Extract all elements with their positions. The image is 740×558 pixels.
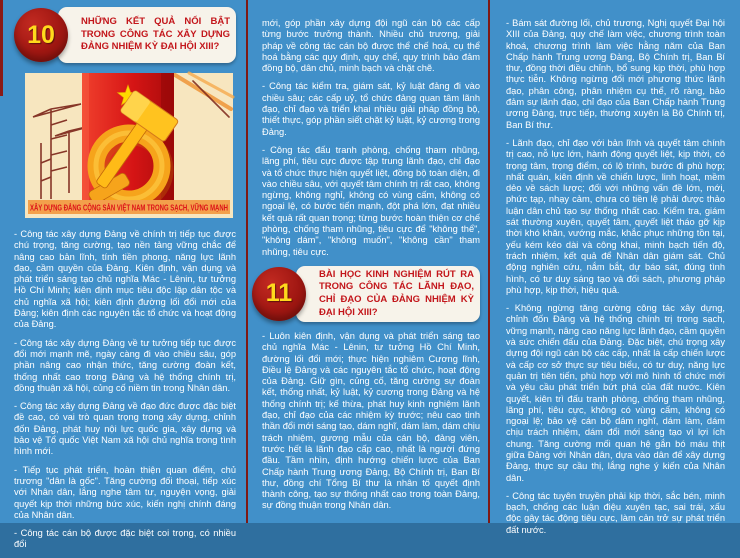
section10-paragraph-3: - Công tác xây dựng Đảng về đạo đức được đặc biệt đề cao, có vai trò quan trọng trong xây dựng, chỉnh đốn Đảng, phát huy nội lực quốc gia, xây dựng và bảo vệ Tổ quốc Việt Nam xã hội chủ nghĩa trong tình hình mới. xyxy=(14,401,236,457)
section10-paragraph-4: - Tiếp tục phát triển, hoàn thiện quan điểm, chủ trương "dân là gốc". Tăng cường đối thoại, tiếp xúc với Nhân dân, lắng nghe tâm tư, nguyện vọng, giải quyết kịp thời những bức xúc, kiến nghị chính đáng của Nhân dân. xyxy=(14,464,236,520)
section10-paragraph-7: - Công tác đấu tranh phòng, chống tham nhũng, lãng phí, tiêu cực được tập trung lãnh đạo, chỉ đạo và tổ chức thực hiện quyết liệt, đồng bộ toàn diện, đi vào chiều sâu, với quyết tâm chính trị rất cao, không ngừng, không nghỉ, không có vùng cấm, không có ngoại lệ, có bước tiến mạnh, đột phá lớn, đạt nhiều kết quả rất quan trọng; từng bước hoàn thiện cơ chế phòng, chống tham nhũng, tiêu cực để "không thể", "không dám", "không muốn", "không cần" tham nhũng, tiêu cực. xyxy=(262,144,480,257)
question-10-number: 10 xyxy=(27,20,55,49)
question-10-title-box xyxy=(58,7,236,63)
poster-caption-band xyxy=(28,200,230,214)
section10-paragraph-5-continued: mới, góp phần xây dựng đội ngũ cán bộ các cấp từng bước trưởng thành. Nhiều chủ trương, giải pháp về công tác cán bộ được thể chế hoá, cụ thể hoá bằng các quy định, quy chế, quy trình bảo đảm đồng bộ, dân chủ, minh bạch và chặt chẽ. xyxy=(262,18,480,74)
section11-paragraph-4: - Không ngừng tăng cường công tác xây dựng, chỉnh đốn Đảng và hệ thống chính trị trong sạch, vững mạnh, nâng cao năng lực lãnh đạo, cầm quyền và sức chiến đấu của Đảng. Đặc biệt, chú trọng xây dựng đội ngũ cán bộ các cấp, nhất là cấp chiến lược và cấp cơ sở thực sự tiêu biểu, có tư duy, năng lực quản trị tiên tiến, phù hợp với mô hình tổ chức mới và yêu cầu phát triển bứt phá của đất nước. Kiên quyết, kiên trì đấu tranh phòng, chống tham nhũng, lãng phí, tiêu cực, không có vùng cấm, không có ngoại lệ; bảo vệ cán bộ dám nghĩ, dám làm, dám chịu trách nhiệm, dám đổi mới sáng tạo vì lợi ích chung. Tăng cường mối quan hệ gắn bó máu thịt giữa Đảng với Nhân dân, dựa vào dân để xây dựng Đảng, thực sự cầu thị, lắng nghe ý kiến của Nhân dân. xyxy=(506,303,725,483)
section10-paragraph-1: - Công tác xây dựng Đảng về chính trị tiếp tục được chú trọng, tăng cường, tạo nền tảng vững chắc để nâng cao bản lĩnh, tính tiền phong, năng lực lãnh đạo, cầm quyền của Đảng. Kiên định, vận dụng và phát triển sáng tạo chủ nghĩa Mác - Lênin, tư tưởng Hồ Chí Minh; kiên định mục tiêu độc lập dân tộc và chủ nghĩa xã hội; kiên định đường lối đổi mới của Đảng; kiên định các nguyên tắc tổ chức và hoạt động của Đảng. xyxy=(14,229,236,330)
section10-paragraph-6: - Công tác kiểm tra, giám sát, kỷ luật đảng đi vào chiều sâu; các cấp uỷ, tổ chức đảng quan tâm lãnh đạo, chỉ đạo và triển khai nhiều giải pháp đồng bộ, thiết thực, góp phần siết chặt kỷ luật, kỷ cương trong Đảng. xyxy=(262,81,480,137)
question-10-header xyxy=(14,6,236,64)
question-10-badge xyxy=(14,8,68,62)
question-11-title: BÀI HỌC KINH NGHIỆM RÚT RA TRONG CÔNG TÁC LÃNH ĐẠO, CHỈ ĐẠO CỦA ĐẢNG NHIỆM KỲ ĐẠI HỘI XIII? xyxy=(319,268,474,318)
party-building-poster-image xyxy=(25,73,233,218)
section11-paragraph-3: - Lãnh đạo, chỉ đạo với bản lĩnh và quyết tâm chính trị cao, nỗ lực lớn, hành động quyết liệt, kịp thời, có trọng tâm, trọng điểm, có lộ trình, bước đi phù hợp; nhất quán, kiên định về chiến lược, linh hoạt, mềm dẻo về sách lược; đối với những vấn đề lớn, mới, phức tạp, nhạy cảm, chưa có tiền lệ phải được thảo luận dân chủ tạo sự thống nhất cao. Kiểm tra, giám sát thường xuyên, quyết tâm, quyết liệt tháo gỡ kịp thời khó khăn, vướng mắc, khắc phục những tồn tại, yếu kém kéo dài và công khai, minh bạch tiến độ, trách nhiệm, kết quả để Nhân dân giám sát. Chủ động nghiên cứu, nắm bắt, dự báo sát, đúng tình hình, có tư duy sáng tạo và đối sách, phương pháp phù hợp, kịp thời, hiệu quả. xyxy=(506,137,725,295)
question-11-header xyxy=(252,265,480,323)
column-divider-2 xyxy=(488,0,490,523)
section11-paragraph-1: - Luôn kiên định, vận dụng và phát triển sáng tạo chủ nghĩa Mác - Lênin, tư tưởng Hồ Chí Minh, đường lối đổi mới; thực hiện nghiêm Cương lĩnh, Điều lệ Đảng và các nguyên tắc tổ chức, hoạt động của Đảng. Giữ gìn, củng cố, tăng cường sự đoàn kết, thống nhất, kỷ luật, kỷ cương trong Đảng và hệ thống chính trị; kế thừa, phát huy kinh nghiệm lãnh đạo, chỉ đạo của các nhiệm kỳ trước; nêu cao tinh thần đổi mới sáng tạo, dám nghĩ, dám làm, dám chịu trách nhiệm, gương mẫu của cán bộ, đảng viên, trước hết là lãnh đạo cấp cao, nhất là người đứng đầu. Tầm nhìn, định hướng chiến lược của Ban Chấp hành Trung ương Đảng, Bộ Chính trị, Ban Bí thư, đồng chí Tổng Bí thư là nhân tố quyết định thành công, tạo sự thống nhất cao trong toàn Đảng, sự đồng thuận trong Nhân dân. xyxy=(262,330,480,511)
left-border-accent xyxy=(0,0,3,96)
question-10-title: NHỮNG KẾT QUẢ NỔI BẬT TRONG CÔNG TÁC XÂY DỰNG ĐẢNG NHIỆM KỲ ĐẠI HỘI XIII? xyxy=(81,16,230,53)
question-11-title-box xyxy=(296,266,480,322)
section10-paragraph-5: - Công tác cán bộ được đặc biệt coi trọng, có nhiều đổi xyxy=(14,528,236,550)
question-11-number: 11 xyxy=(265,279,293,308)
column-2 xyxy=(262,0,480,519)
column-divider-1 xyxy=(246,0,248,523)
section11-paragraph-2: - Bám sát đường lối, chủ trương, Nghị quyết Đại hội XIII của Đảng, quy chế làm việc, chương trình toàn khoá, chương trình làm việc hằng năm của Ban Chấp hành Trung ương Đảng, Bộ Chính trị, Ban Bí thư, đồng thời điều chỉnh, bổ sung kịp thời, phù hợp thực tiễn. Không ngừng đổi mới phương thức lãnh đạo, phân công, phân nhiệm cụ thể, rõ ràng, bảo đảm sự lãnh đạo, chỉ đạo của Ban Chấp hành Trung ương Đảng, trực tiếp, thường xuyên là Bộ Chính trị, Ban Bí thư. xyxy=(506,18,725,130)
poster-caption: XÂY DỰNG ĐẢNG CỘNG SẢN VIỆT NAM TRONG SẠCH, VỮNG MẠNH xyxy=(30,203,229,213)
column-1 xyxy=(14,0,236,558)
question-11-badge xyxy=(252,267,306,321)
section10-paragraph-2: - Công tác xây dựng Đảng về tư tưởng tiếp tục được đổi mới mạnh mẽ, ngày càng đi vào chiều sâu, góp phần nâng cao nhận thức, tăng cường đoàn kết, thống nhất cao trong Đảng và hệ thống chính trị, đồng thuận xã hội, củng cố niềm tin trong Nhân dân. xyxy=(14,337,236,393)
section11-paragraph-5: - Công tác tuyên truyền phải kịp thời, sắc bén, minh bạch, chống các luận điệu xuyên tạc, sai trái, xấu độc gây tác động tiêu cực, làm cản trở sự phát triển đất nước. xyxy=(506,490,725,535)
column-3 xyxy=(506,0,725,543)
